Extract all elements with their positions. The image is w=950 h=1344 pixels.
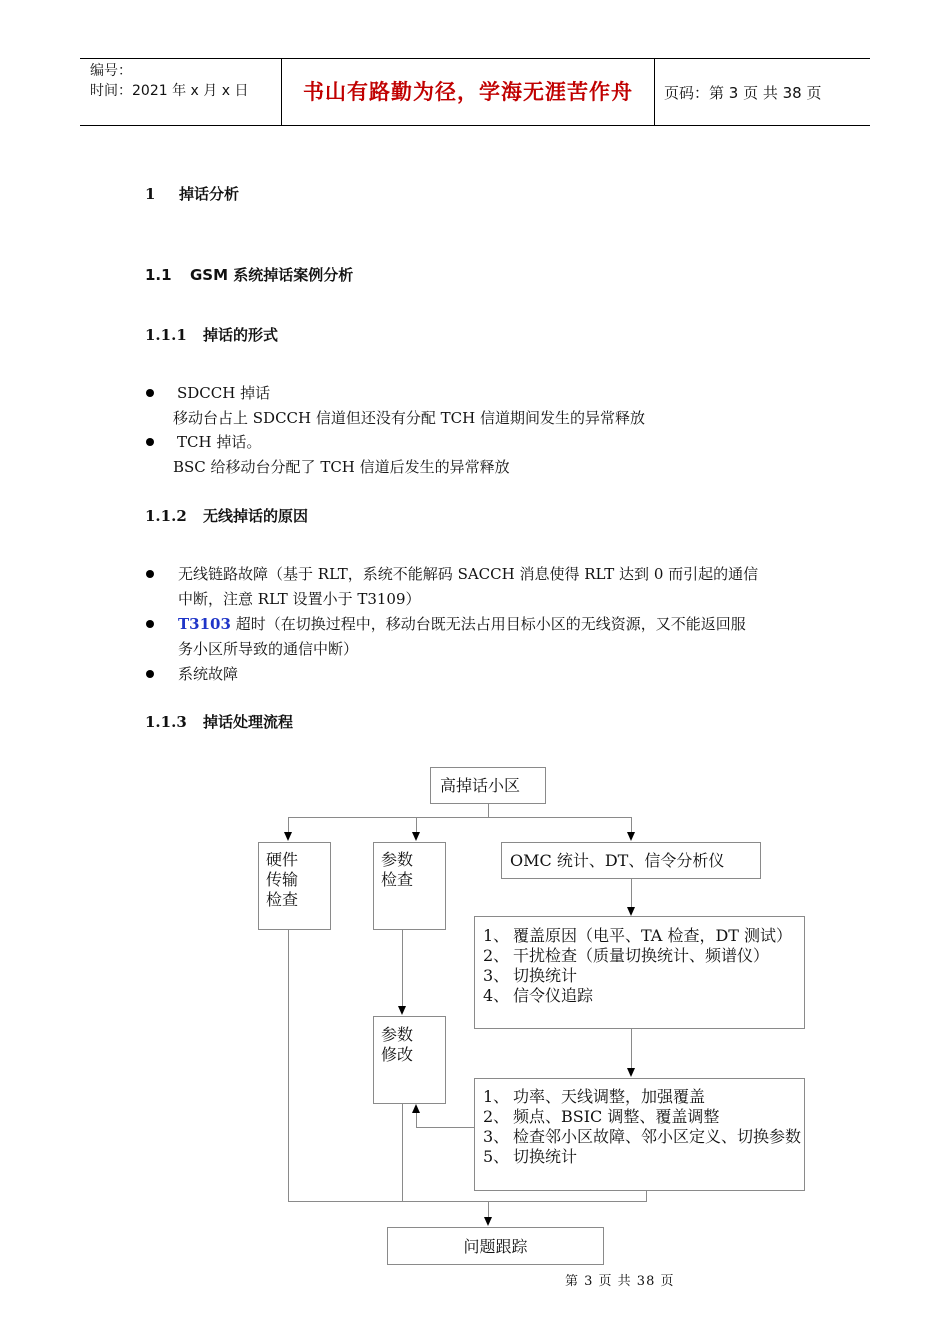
flow-box-analysis: [474, 916, 805, 1029]
arrow-down-icon: [398, 1006, 406, 1015]
flow-box-high-drop-cell: [430, 767, 546, 804]
bullet-icon: [146, 570, 154, 578]
heading-1-1-3-number: 1.1.3: [145, 713, 187, 731]
list-item-number: 1、: [483, 926, 510, 945]
flow-box-omc: [501, 842, 761, 879]
bullet-icon: [146, 620, 154, 628]
form-tch-desc: BSC 给移动台分配了 TCH 信道后发生的异常释放: [173, 458, 510, 476]
flow-box-actions: [474, 1078, 805, 1191]
bullet-icon: [146, 438, 154, 446]
arrow-down-icon: [412, 832, 420, 841]
flow-box-omc-label: OMC 统计、DT、信令分析仪: [510, 851, 725, 870]
cause-rlt-line1: 无线链路故障（基于 RLT，系统不能解码 SACCH 消息使得 RLT 达到 0 而引起的通信: [178, 565, 759, 583]
bullet-icon: [146, 389, 154, 397]
list-item: [483, 1147, 804, 1167]
connector-line: [416, 1112, 417, 1128]
flow-box-param-check-line: 检查: [381, 870, 414, 889]
arrow-down-icon: [484, 1217, 492, 1226]
heading-1-1-2-number: 1.1.2: [145, 507, 187, 525]
bullet-icon: [146, 670, 154, 678]
flow-box-hardware-line: 传输: [266, 870, 299, 889]
list-item-number: 1、: [483, 1087, 510, 1106]
connector-line: [288, 817, 632, 818]
header-time-label: 时间：2021 年 x 月 x 日: [90, 83, 249, 99]
list-item-text: 频点、BSIC 调整、覆盖调整: [513, 1107, 720, 1126]
arrow-down-icon: [627, 832, 635, 841]
flow-box-param-modify: [373, 1016, 446, 1104]
cause-t3103-line2: 务小区所导致的通信中断）: [178, 640, 359, 658]
heading-1-1-1-number: 1.1.1: [145, 326, 187, 344]
heading-1-1: [145, 264, 353, 285]
list-item-number: 2、: [483, 1107, 510, 1126]
flow-box-problem-tracking-label: 问题跟踪: [463, 1237, 528, 1256]
flow-box-param-check: [373, 842, 446, 930]
heading-1: [145, 183, 239, 204]
flow-box-param-modify-line: 修改: [381, 1045, 414, 1064]
list-item-text: 信令仪追踪: [513, 986, 594, 1005]
header-top-border: [80, 58, 870, 59]
header-meta: [90, 61, 248, 101]
flow-box-param-check-line: 参数: [381, 850, 414, 869]
list-item-text: 切换统计: [513, 966, 578, 985]
header-page-info: 页码：第 3 页 共 38 页: [664, 84, 822, 102]
connector-line: [402, 929, 403, 1008]
heading-1-1-1-title: 掉话的形式: [203, 326, 279, 344]
connector-line: [631, 1028, 632, 1070]
header-bottom-border: [80, 125, 870, 126]
cause-system: 系统故障: [178, 665, 239, 683]
cause-t3103-line1: [178, 612, 746, 637]
arrow-down-icon: [627, 1068, 635, 1077]
heading-1-1-3-title: 掉话处理流程: [203, 713, 294, 731]
arrow-down-icon: [284, 832, 292, 841]
header-motto: 书山有路勤为径，学海无涯苦作舟: [303, 80, 633, 104]
arrow-down-icon: [627, 907, 635, 916]
t3103-link[interactable]: T3103: [178, 615, 231, 633]
heading-1-number: 1: [145, 185, 156, 203]
connector-line: [488, 804, 489, 818]
connector-line: [288, 929, 289, 1202]
list-item-text: 功率、天线调整，加强覆盖: [513, 1087, 706, 1106]
list-item: [483, 1107, 804, 1127]
flow-box-hardware-line: 检查: [266, 890, 299, 909]
connector-line: [631, 879, 632, 909]
list-item-number: 3、: [483, 1127, 510, 1146]
page-footer: 第 3 页 共 38 页: [565, 1274, 675, 1289]
heading-1-title: 掉话分析: [179, 185, 240, 203]
list-item-number: 5、: [483, 1147, 510, 1166]
flow-box-hardware-check: [258, 842, 331, 930]
list-item-text: 切换统计: [513, 1147, 578, 1166]
list-item-number: 3、: [483, 966, 510, 985]
flow-box-high-drop-cell-label: 高掉话小区: [440, 776, 521, 795]
list-item-text: 干扰检查（质量切换统计、频谱仪）: [513, 946, 770, 965]
form-tch-title: TCH 掉话。: [177, 433, 262, 451]
header-number-label: 编号：: [90, 63, 132, 79]
flow-box-param-modify-line: 参数: [381, 1025, 414, 1044]
heading-1-1-2-title: 无线掉话的原因: [203, 507, 309, 525]
heading-1-1-2: [145, 505, 308, 526]
heading-1-1-1: [145, 324, 278, 345]
connector-line: [416, 1127, 474, 1128]
heading-1-1-number: 1.1: [145, 266, 172, 284]
connector-line: [402, 1103, 403, 1202]
header-divider-right: [654, 58, 655, 125]
list-item: [483, 986, 804, 1006]
list-item: [483, 966, 804, 986]
arrow-up-icon: [412, 1104, 420, 1113]
list-item: [483, 926, 804, 946]
heading-1-1-title: GSM 系统掉话案例分析: [190, 266, 354, 284]
list-item: [483, 946, 804, 966]
list-item-text: 检查邻小区故障、邻小区定义、切换参数: [513, 1127, 802, 1146]
list-item: [483, 1087, 804, 1107]
heading-1-1-3: [145, 711, 293, 732]
flow-box-problem-tracking: [387, 1227, 604, 1265]
list-item-text: 覆盖原因（电平、TA 检查，DT 测试）: [513, 926, 793, 945]
connector-line: [288, 1201, 647, 1202]
flow-box-hardware-line: 硬件: [266, 850, 299, 869]
form-sdcch-desc: 移动台占上 SDCCH 信道但还没有分配 TCH 信道期间发生的异常释放: [173, 409, 645, 427]
list-item-number: 4、: [483, 986, 510, 1005]
cause-t3103-text: 超时（在切换过程中，移动台既无法占用目标小区的无线资源，又不能返回服: [230, 615, 746, 633]
form-sdcch-title: SDCCH 掉话: [177, 384, 271, 402]
cause-rlt-line2: 中断，注意 RLT 设置小于 T3109）: [178, 590, 421, 608]
list-item: [483, 1127, 804, 1147]
list-item-number: 2、: [483, 946, 510, 965]
